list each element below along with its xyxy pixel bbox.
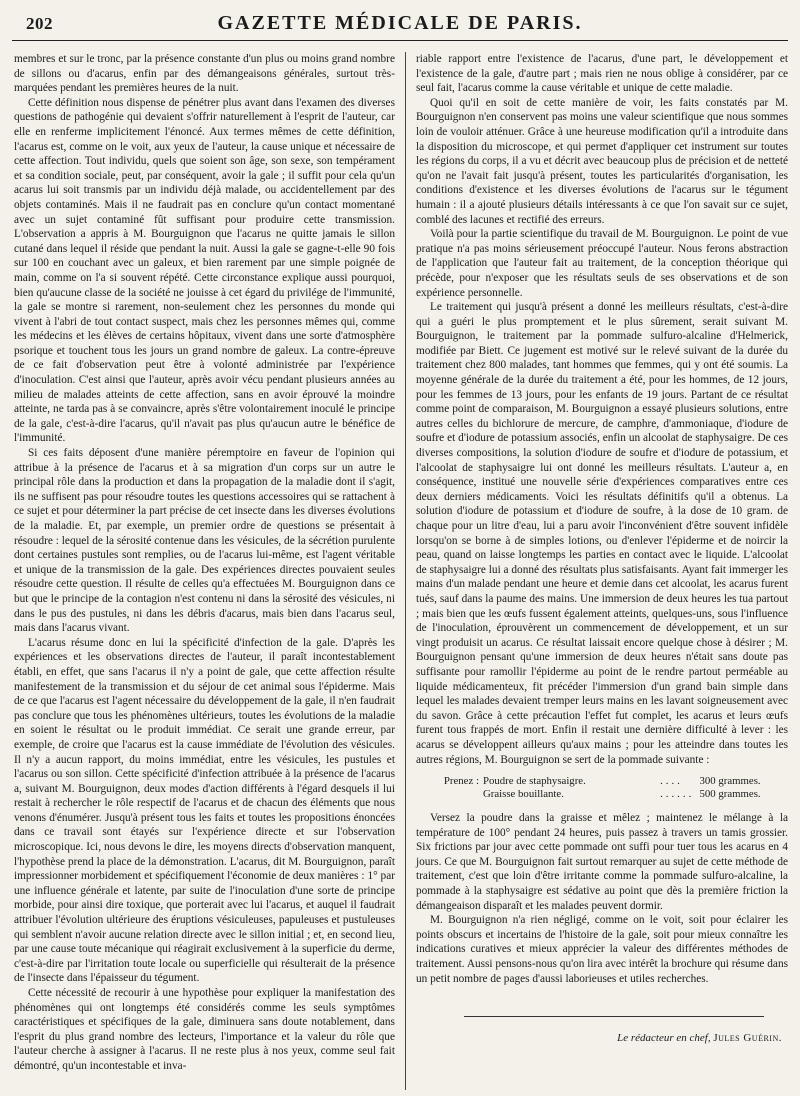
paragraph: Si ces faits déposent d'une manière péremptoire en faveur de l'opinion qui attribue à la présence de l'acarus et à sa migration d'un corps sur un autre le principal rôle dans la production et dans la propagation de la maladie dont il s'agit, ils ne suffisent pas pour résoudre toutes les questions accessoires qui se rattachent à ce sujet et pour déterminer la part précise de cet insecte dans les diverses évolutions de la maladie. Et, par exemple, un premier ordre de questions se présentait à résoudre : lequel de la sérosité contenue dans les vésicules, de la sécrétion purulente dont certaines pustules sont remplies, ou de l'acarus lui-même, est l'agent véritable et unique de la transmission de la gale. Des expériences directes pouvaient seules résoudre cette question. Il résulte de celles qu'a effectuées M. Bourguignon dans ce but que le principe de la contagion n'est contenu ni dans la sérosité des vésicules, ni dans le pus des pustules, ni dans les débris d'acarus, mais bien dans l'acarus seul, mais dans l'acarus vivant. [14, 447, 395, 635]
journal-title: GAZETTE MÉDICALE DE PARIS. [217, 12, 583, 34]
paragraph: L'acarus résume donc en lui la spécificité d'infection de la gale. D'après les expériences et les observations directes de l'auteur, il paraît incontestablement établi, en effet, que sans l'acarus il n'y a point de gale, que cette affection résulte manifestement de la transmission et du séjour de cet animal sous l'épiderme. Mais de ce que l'acarus est l'agent nécessaire du développement de la gale, il n'en faudrait pas conclure que tous les phénomènes ultérieurs, toutes les évolutions de la maladie en soient le résultat ou le produit immédiat. Ce serait une grande erreur, par exemple, de croire que l'acarus est la cause immédiate de l'évolution des vésicules. Il n'y a aucun rapport, du moins immédiat, entre les vésicules, les pustules et l'acarus ou son sillon. Cette spécificité d'infection attribuée à la présence de l'acarus a, suivant M. Bourguignon, deux modes d'action différents à l'égard desquels il lui restait à rechercher le rôle respectif de l'acarus et de chacun des éléments que nous venons d'énumérer. Jusqu'à présent tous les faits et toutes les propositions énoncées dans ce travail sont étayés sur l'expérience directe et sur l'observation microscopique. Ici, nous devons le dire, les moyens directs d'observation manquent, l'hypothèse prend la place de la démonstration. L'acarus, dit M. Bourguignon, paraît impressionner morbidement et spécifiquement l'économie de deux manières : 1° par une influence générale et latente, par suite de l'inoculation d'une sorte de principe morbide, pour ainsi dire toxique, que porterait avec lui l'acarus, et auquel il faudrait attribuer l'évolution ultérieure des éruptions vésiculeuses, papuleuses et pustuleuses qui semblent n'avoir aucune relation directe avec le sillon initial ; et, en second lieu, par une cause toute mécanique qui réagirait exclusivement à la superficie du derme, c'est-à-dire par l'irritation toute locale ou superficielle qui résulterait de la présence de l'insecte dans l'épaisseur du tégument. [14, 636, 395, 985]
formula-leader: ...... [660, 788, 695, 801]
paragraph: membres et sur le tronc, par la présence constante d'un plus ou moins grand nombre de sillons ou d'acarus, enfin par des démangeaisons générales, surtout très-marquées pendant les premières heures de la nuit. [14, 53, 395, 95]
paragraph: Le traitement qui jusqu'à présent a donné les meilleurs résultats, c'est-à-dire qui a guéri le plus promptement et le plus sûrement, serait suivant M. Bourguignon, le traitement par la pommade sulfuro-alcaline d'Helmerick, modifiée par Biett. Ce jugement est motivé sur le relevé suivant de la durée du traitement chez 800 malades, tant hommes que femmes, qui y ont été soumis. La moyenne générale de la durée du traitement a été, pour les hommes, de 12 jours, pour les femmes de 13 jours, pour les enfants de 19 jours. Partant de ce résultat comme point de comparaison, M. Bourguignon a essayé plusieurs solutions, entre autres celles du bichlorure de mercure, de camphre, d'ammoniaque, d'iodure de soufre et d'iodure de potassium associés, enfin un alcoolat de staphysaigre. De ces diverses compositions, la solution d'iodure de soufre et d'iodure de potassium, et l'alcoolat de staphysaigre lui ont donné les meilleurs résultats. L'auteur a, en conséquence, institué une nouvelle série d'expériences comparatives entre ces deux derniers médicaments. Voici les résultats définitifs qu'il a obtenus. La solution d'iodure de potassium et d'iodure de soufre, à la dose de 10 gram. de chaque pour un litre d'eau, lui a paru avoir l'inconvénient d'être souvent infidèle lorsqu'on se borne à de simples lotions, ou d'enlever l'épiderme et de noircir la peau, quand on laisse longtemps les parties en contact avec le liquide. L'alcoolat de staphysaigre lui a donné des résultats plus satisfaisants. Ayant fait immerger les mains d'un malade pendant une heure et demie dans cet alcoolat, les acarus furent tués, sauf dans la paume des mains. Une immersion de deux heures les tua partout ; mais bien que les œufs fussent également atteints, quelques-uns, sous l'influence de l'inoculation, éprouvèrent un commencement de développement, et un sur vingt produisit un acarus. Ce résultat laissait encore quelque chose à désirer ; M. Bourguignon pensant qu'une immersion de deux heures n'était sans doute pas suffisante pour ramollir l'épiderme au point de le rendre partout perméable au liquide médicamenteux, fit précéder l'immersion d'un grand bain simple dans lequel les malades devaient tremper leurs mains en les lavant soigneusement avec du savon. Grâce à cette précaution l'effet fut complet, les acarus et leurs œufs furent tous frappés de mort. Enfin il restait une dernière difficulté à lever : les acarus se développent ailleurs qu'aux mains ; pour les atteindre dans toutes les autres régions, M. Bourguignon se sert de la pommade suivante : [415, 301, 788, 766]
formula-leader: .... [660, 775, 683, 788]
left-column [14, 52, 403, 1090]
formula-row [416, 775, 788, 788]
paragraph: Voilà pour la partie scientifique du travail de M. Bourguignon. Le point de vue pratique n'a pas moins sérieusement préoccupé l'auteur. Nous ferons abstraction de l'application que l'auteur fait au traitement, de la conception théorique qui précède, pour n'exposer que les résultats seuls de ses observations et de son expérience personnelle. [415, 228, 788, 299]
paragraph: Cette nécessité de recourir à une hypothèse pour expliquer la manifestation des phénomènes qui ont longtemps été considérés comme les seuls symptômes caractéristiques et spécifiques de la gale, diminuera sans doute notablement, dans l'esprit du plus grand nombre des lecteurs, l'importance et la valeur du rôle que l'auteur cherche à assigner à l'acarus. Il ne reste plus à nos yeux, comme seul fait démontré, qu'un incontestable et inva- [14, 987, 395, 1072]
right-column [408, 52, 788, 1090]
paragraph: M. Bourguignon n'a rien négligé, comme on le voit, soit pour éclairer les points obscurs et incertains de l'histoire de la gale, soit pour mieux connaître les indications curatives et mieux apprécier la valeur des différentes méthodes de traitement. Aussi pensons-nous qu'on lira avec intérêt la brochure qui résume dans un petit nombre de pages d'aussi laborieuses et utiles recherches. [415, 914, 788, 985]
page-number: 202 [26, 14, 53, 33]
formula-amount: 300 grammes. [699, 775, 761, 788]
formula-ingredient: Poudre de staphysaigre. [482, 775, 586, 788]
column-divider [405, 52, 406, 1090]
right-column-text [416, 52, 788, 767]
article-columns [14, 52, 788, 1090]
paragraph: riable rapport entre l'existence de l'acarus, d'une part, le développement et l'existence de la gale, d'autre part ; mais rien ne nous oblige à considérer, par ce seul fait, l'acarus comme la cause véritable et unique de cette maladie. [415, 53, 788, 95]
formula-label: Prenez : [443, 775, 479, 788]
paragraph: Quoi qu'il en soit de cette manière de voir, les faits constatés par M. Bourguignon n'en conservent pas moins une valeur scientifique que nous sommes loin de vouloir atténuer. Grâce à une heureuse modification qu'il a introduite dans la disposition du microscope, et qui permet d'appliquer cet instrument sur toutes les régions du corps, il a vu et décrit avec beaucoup plus de précision et de netteté qu'on ne l'avait fait jusqu'à présent, toutes les particularités d'organisation, les conditions d'existence et les diverses évolutions de l'acarus sur le tégument humain : il a ajouté plusieurs détails intéressants à ce que l'on savait sur ce sujet, comblé des lacunes et rectifié des erreurs. [415, 96, 788, 226]
formula-row [416, 788, 788, 801]
paragraph: Cette définition nous dispense de pénétrer plus avant dans l'examen des diverses questions de pathogénie qui devaient s'offrir naturellement à l'esprit de l'auteur, car elle en renferme implicitement l'énoncé. Aux termes mêmes de cette définition, l'acarus est, comme on le voit, aux yeux de l'auteur, la cause unique et nécessaire de cette affection. Tout individu, quels que soient son âge, son sexe, son tempérament et sa condition sociale, peut, par conséquent, avoir la gale ; il suffit pour cela qu'un acarus lui soit transmis par un individu déjà malade, ou accidentellement par des objets contaminés. Mais il ne faudrait pas en conclure qu'un contact momentané avec un sujet contaminé fût suffisant pour produire cette transmission. L'observation a appris à M. Bourguignon que l'acarus ne quitte jamais le sillon cutané dans lequel il réside que pendant la nuit. Aussi la gale se gagne-t-elle 90 fois sur 100 en couchant avec un galeux, et bien rarement par une simple poignée de main, comme on l'a si souvent répété. Cette circonstance explique aussi pourquoi, bien qu'aucune classe de la société ne jouisse à cet égard du privilége de l'immunité, la gale se montre si rarement, non-seulement chez les personnes du monde qui vivent à l'abri de tout contact suspect, mais chez les personnes mêmes qui, comme les médecins et les élèves de certains hôpitaux, vivent dans une sorte d'atmosphère psorique et touchent tous les jours un grand nombre de galeux. La contre-épreuve de ce fait d'observation peut être à volonté administrée par l'expérience d'inoculation. C'est ainsi que l'auteur, après avoir vécu pendant plusieurs années au milieu de malades atteints de cette affection, sans en avoir éprouvé la moindre atteinte, ne tarda pas à se convaincre, après s'être volontairement inoculé le principe de la gale, c'est-à-dire l'acarus, qu'il n'avait pas plus qu'aucun autre le bénéfice de l'immunité. [14, 96, 395, 445]
formula-ingredient: Graisse bouillante. [482, 788, 564, 801]
formula-amount: 500 grammes. [699, 788, 761, 801]
recipe-formula [416, 775, 788, 801]
signature-rule [464, 1016, 764, 1017]
right-column-conclusion [416, 811, 788, 986]
page-header [12, 0, 788, 41]
paragraph: Versez la poudre dans la graisse et mêlez ; maintenez le mélange à la température de 100° pendant 24 heures, puis passez à travers un tamis grossier. Six frictions par jour avec cette pommade ont suffi pour tuer tous les acarus en 4 jours. Ce que M. Bourguignon fait surtout remarquer au sujet de cette méthode de traitement, c'est que loin d'être irritante comme la pommade sulfuro-alcaline, la pommade à la staphysaigre est sédative au point que dès la première friction la démangeaison disparaît et les malades peuvent dormir. [415, 812, 788, 912]
signature-prefix: Le rédacteur en chef, [617, 1032, 711, 1045]
editor-signature [416, 1031, 788, 1046]
signature-name: Jules Guérin. [713, 1032, 782, 1045]
